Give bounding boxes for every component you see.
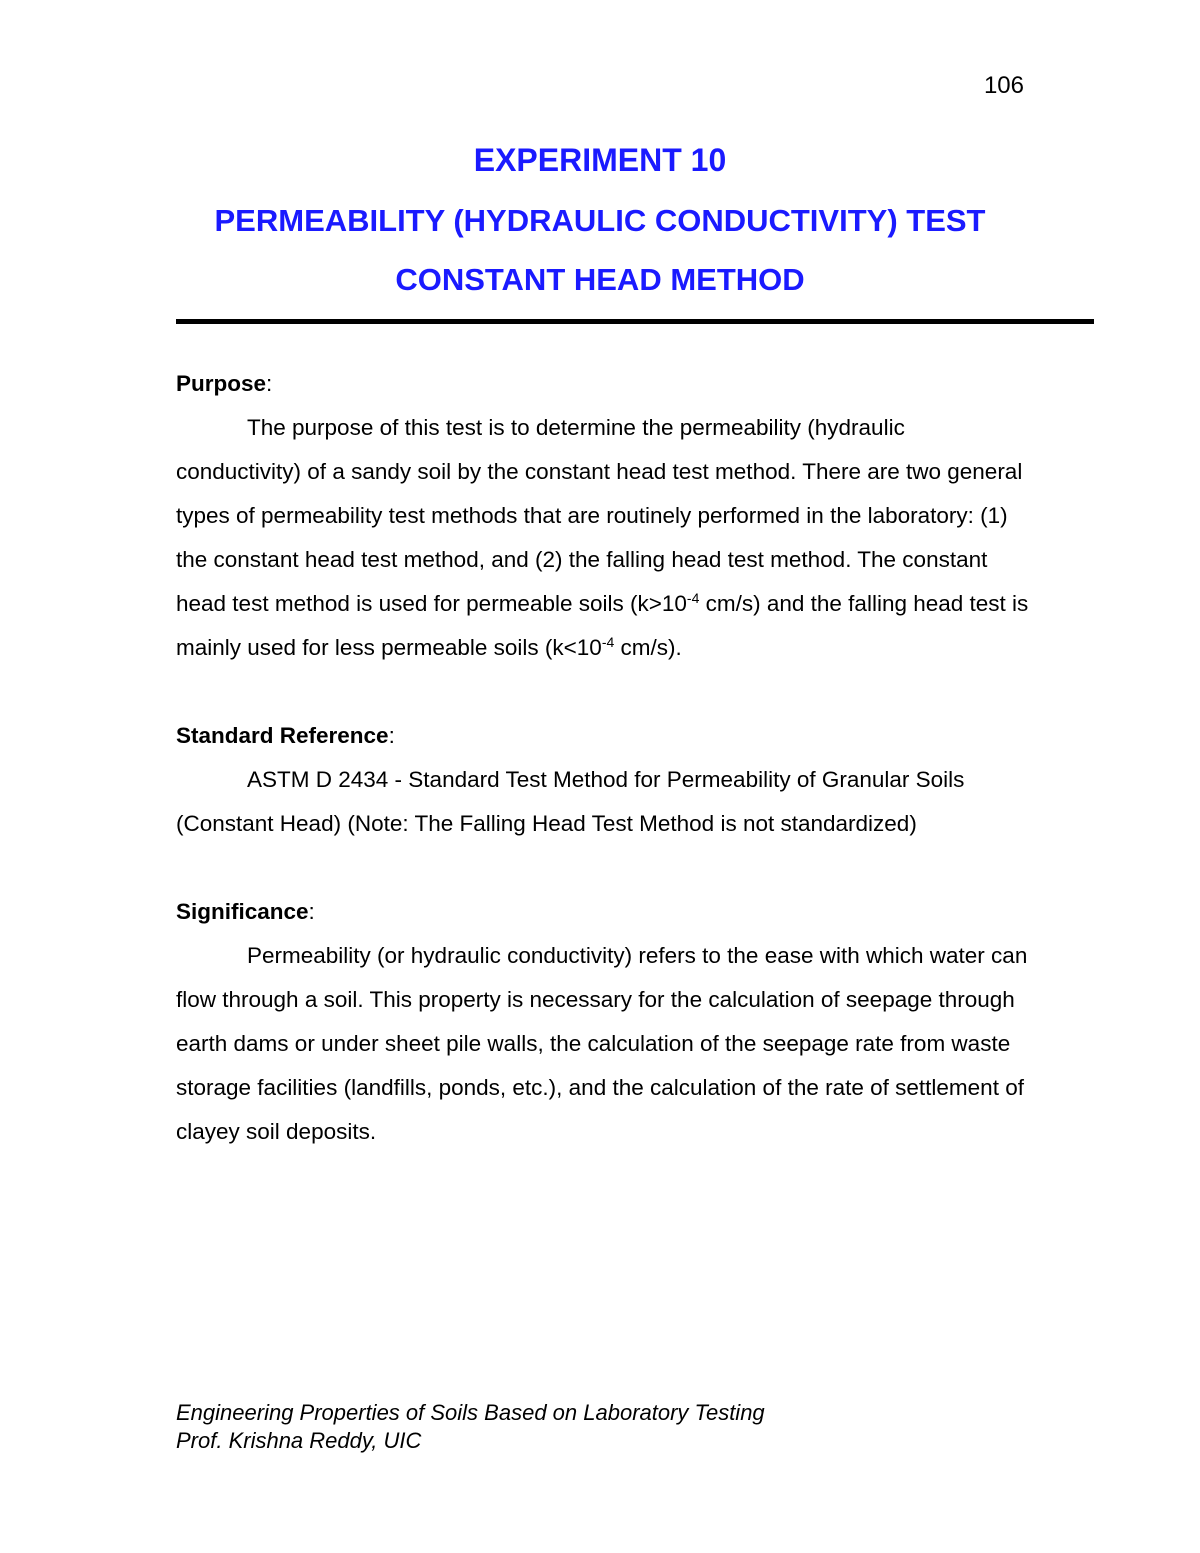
significance-heading-colon: : [308,899,315,924]
purpose-heading-colon: : [266,371,273,396]
test-title: PERMEABILITY (HYDRAULIC CONDUCTIVITY) TEST [214,203,986,238]
header-divider [176,319,1094,324]
standard-reference-heading-label: Standard Reference [176,723,389,748]
purpose-heading-label: Purpose [176,371,267,396]
purpose-paragraph [176,406,1036,670]
purpose-exponent-1: -4 [686,590,700,606]
section-spacer [176,846,1036,890]
purpose-text-part3: cm/s). [614,635,682,660]
significance-heading-label: Significance [176,899,309,924]
method-title: CONSTANT HEAD METHOD [395,262,805,297]
purpose-exponent-2: -4 [601,634,615,650]
page-footer [176,1399,765,1455]
footer-author: Prof. Krishna Reddy, UIC [176,1428,422,1453]
document-body [176,362,1036,1154]
significance-paragraph: Permeability (or hydraulic conductivity) refers to the ease with which water can flow through a soil. This property is necessary for the calculation of seepage through earth dams or under sheet pile walls, the calculation of the seepage rate from waste storage facilities (landfills, ponds, etc.), and the calculation of the rate of settlement of clayey soil deposits. [176,943,1028,1144]
standard-reference-heading [176,714,1036,758]
footer-book-title: Engineering Properties of Soils Based on Laboratory Testing [176,1400,765,1425]
purpose-text-part1: The purpose of this test is to determine the permeability (hydraulic conductivity) of a sandy soil by the constant head test method. There are two general types of permeability test methods that are routinely performed in the laboratory: (1) the constant head test method, and (2) the falling head test method. The constant head test method is used for permeable soils (k>10 [176,415,1023,616]
significance-heading [176,890,1036,934]
section-spacer [176,670,1036,714]
page-number: 106 [983,72,1024,99]
experiment-title: EXPERIMENT 10 [473,142,727,178]
purpose-text-part2: cm/s) and the falling head test is mainly used for less permeable soils (k<10 [176,591,1029,660]
standard-reference-paragraph: ASTM D 2434 - Standard Test Method for Permeability of Granular Soils (Constant Head) (Note: The Falling Head Test Method is not standardized) [176,767,965,836]
purpose-heading [176,362,1036,406]
standard-reference-heading-colon: : [388,723,395,748]
